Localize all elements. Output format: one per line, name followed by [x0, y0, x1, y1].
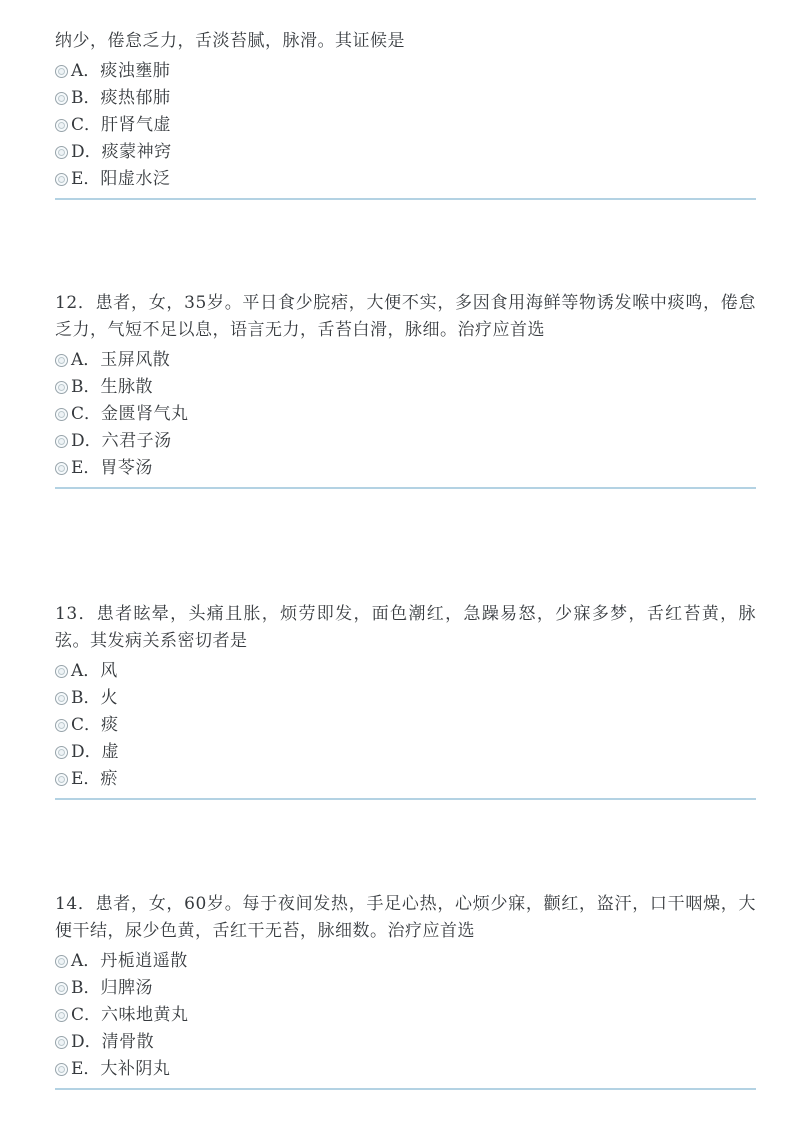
option-label: B． — [71, 88, 101, 108]
radio-inner-circle — [58, 1066, 65, 1073]
radio-inner-circle — [58, 149, 65, 156]
radio-button[interactable] — [55, 92, 68, 105]
radio-button[interactable] — [55, 746, 68, 759]
radio-inner-circle — [58, 357, 65, 364]
radio-inner-circle — [58, 695, 65, 702]
option-text: 生脉散 — [100, 377, 153, 397]
radio-button[interactable] — [55, 982, 68, 995]
option-row-b[interactable] — [55, 975, 756, 1002]
option-text: 六君子汤 — [101, 431, 172, 451]
option-label: C． — [71, 1005, 102, 1025]
option-text: 火 — [100, 688, 118, 708]
section-divider — [55, 198, 756, 200]
option-row-e[interactable] — [55, 1056, 756, 1083]
radio-inner-circle — [58, 176, 65, 183]
radio-inner-circle — [58, 384, 65, 391]
radio-inner-circle — [58, 438, 65, 445]
radio-button[interactable] — [55, 435, 68, 448]
option-text: 六味地黄丸 — [101, 1005, 189, 1025]
option-row-a[interactable] — [55, 658, 756, 685]
option-row-b[interactable] — [55, 685, 756, 712]
option-label: E． — [71, 1059, 101, 1079]
option-text: 玉屏风散 — [100, 350, 171, 370]
option-label: C． — [71, 715, 102, 735]
question-text: 13．患者眩晕，头痛且胀，烦劳即发，面色潮红，急躁易怒，少寐多梦，舌红苔黄，脉弦。其发病关系密切者是 — [55, 604, 756, 651]
option-row-a[interactable] — [55, 347, 756, 374]
radio-button[interactable] — [55, 1036, 68, 1049]
option-label: C． — [71, 404, 102, 424]
option-text: 金匮肾气丸 — [101, 404, 189, 424]
option-label: B． — [71, 688, 101, 708]
option-label: B． — [71, 978, 101, 998]
radio-inner-circle — [58, 1012, 65, 1019]
option-row-c[interactable] — [55, 1002, 756, 1029]
option-label: A． — [71, 661, 101, 681]
radio-button[interactable] — [55, 1063, 68, 1076]
option-text: 胃苓汤 — [100, 458, 153, 478]
option-label: E． — [71, 458, 101, 478]
option-label: D． — [71, 142, 102, 162]
option-row-b[interactable] — [55, 374, 756, 401]
question-text: 14．患者，女，60岁。每于夜间发热，手足心热，心烦少寐，颧红，盗汗，口干咽燥，大便干结，尿少色黄，舌红干无苔，脉细数。治疗应首选 — [55, 894, 756, 941]
option-row-d[interactable] — [55, 739, 756, 766]
radio-inner-circle — [58, 95, 65, 102]
option-text: 痰热郁肺 — [100, 88, 171, 108]
option-text: 丹栀逍遥散 — [100, 951, 188, 971]
radio-button[interactable] — [55, 719, 68, 732]
option-text: 痰蒙神窍 — [101, 142, 172, 162]
option-label: B． — [71, 377, 101, 397]
option-row-c[interactable] — [55, 112, 756, 139]
radio-button[interactable] — [55, 462, 68, 475]
option-label: A． — [71, 951, 101, 971]
radio-inner-circle — [58, 958, 65, 965]
option-text: 清骨散 — [101, 1032, 155, 1052]
radio-button[interactable] — [55, 1009, 68, 1022]
options-list — [55, 347, 756, 482]
radio-button[interactable] — [55, 381, 68, 394]
option-label: E． — [71, 169, 101, 189]
question-block-11 — [55, 28, 756, 200]
radio-button[interactable] — [55, 65, 68, 78]
option-text: 阳虚水泛 — [100, 169, 171, 189]
option-text: 肝肾气虚 — [101, 115, 172, 135]
question-text: 12．患者，女，35岁。平日食少脘痞，大便不实，多因食用海鲜等物诱发喉中痰鸣，倦怠乏力，气短不足以息，语言无力，舌苔白滑，脉细。治疗应首选 — [55, 293, 756, 340]
options-list — [55, 658, 756, 793]
option-text: 痰浊壅肺 — [100, 61, 171, 81]
option-text: 瘀 — [100, 769, 118, 789]
option-label: A． — [71, 350, 101, 370]
radio-inner-circle — [58, 411, 65, 418]
radio-inner-circle — [58, 1039, 65, 1046]
option-text: 虚 — [101, 742, 120, 762]
option-text: 大补阴丸 — [100, 1059, 171, 1079]
radio-inner-circle — [58, 122, 65, 129]
option-label: D． — [71, 1032, 102, 1052]
option-row-d[interactable] — [55, 1029, 756, 1056]
radio-inner-circle — [58, 722, 65, 729]
option-row-e[interactable] — [55, 166, 756, 193]
radio-inner-circle — [58, 985, 65, 992]
radio-button[interactable] — [55, 773, 68, 786]
option-row-a[interactable] — [55, 58, 756, 85]
radio-inner-circle — [58, 776, 65, 783]
radio-button[interactable] — [55, 665, 68, 678]
options-list — [55, 948, 756, 1083]
section-divider — [55, 1088, 756, 1090]
option-label: A． — [71, 61, 101, 81]
question-text: 纳少，倦怠乏力，舌淡苔腻，脉滑。其证候是 — [55, 31, 405, 51]
radio-button[interactable] — [55, 692, 68, 705]
option-text: 归脾汤 — [100, 978, 153, 998]
radio-button[interactable] — [55, 146, 68, 159]
option-label: D． — [71, 431, 102, 451]
option-label: D． — [71, 742, 102, 762]
option-row-c[interactable] — [55, 712, 756, 739]
option-row-a[interactable] — [55, 948, 756, 975]
option-row-e[interactable] — [55, 766, 756, 793]
option-row-e[interactable] — [55, 455, 756, 482]
radio-inner-circle — [58, 68, 65, 75]
option-label: E． — [71, 769, 101, 789]
radio-inner-circle — [58, 749, 65, 756]
radio-button[interactable] — [55, 354, 68, 367]
radio-button[interactable] — [55, 119, 68, 132]
radio-button[interactable] — [55, 173, 68, 186]
option-text: 风 — [100, 661, 118, 681]
radio-inner-circle — [58, 668, 65, 675]
radio-button[interactable] — [55, 955, 68, 968]
option-text: 痰 — [101, 715, 119, 735]
option-row-b[interactable] — [55, 85, 756, 112]
question-block-14 — [55, 891, 756, 1090]
section-divider — [55, 487, 756, 489]
option-row-d[interactable] — [55, 139, 756, 166]
section-divider — [55, 798, 756, 800]
option-row-d[interactable] — [55, 428, 756, 455]
radio-inner-circle — [58, 465, 65, 472]
option-label: C． — [71, 115, 102, 135]
options-list — [55, 58, 756, 193]
question-block-12 — [55, 290, 756, 489]
radio-button[interactable] — [55, 408, 68, 421]
question-block-13 — [55, 601, 756, 800]
option-row-c[interactable] — [55, 401, 756, 428]
